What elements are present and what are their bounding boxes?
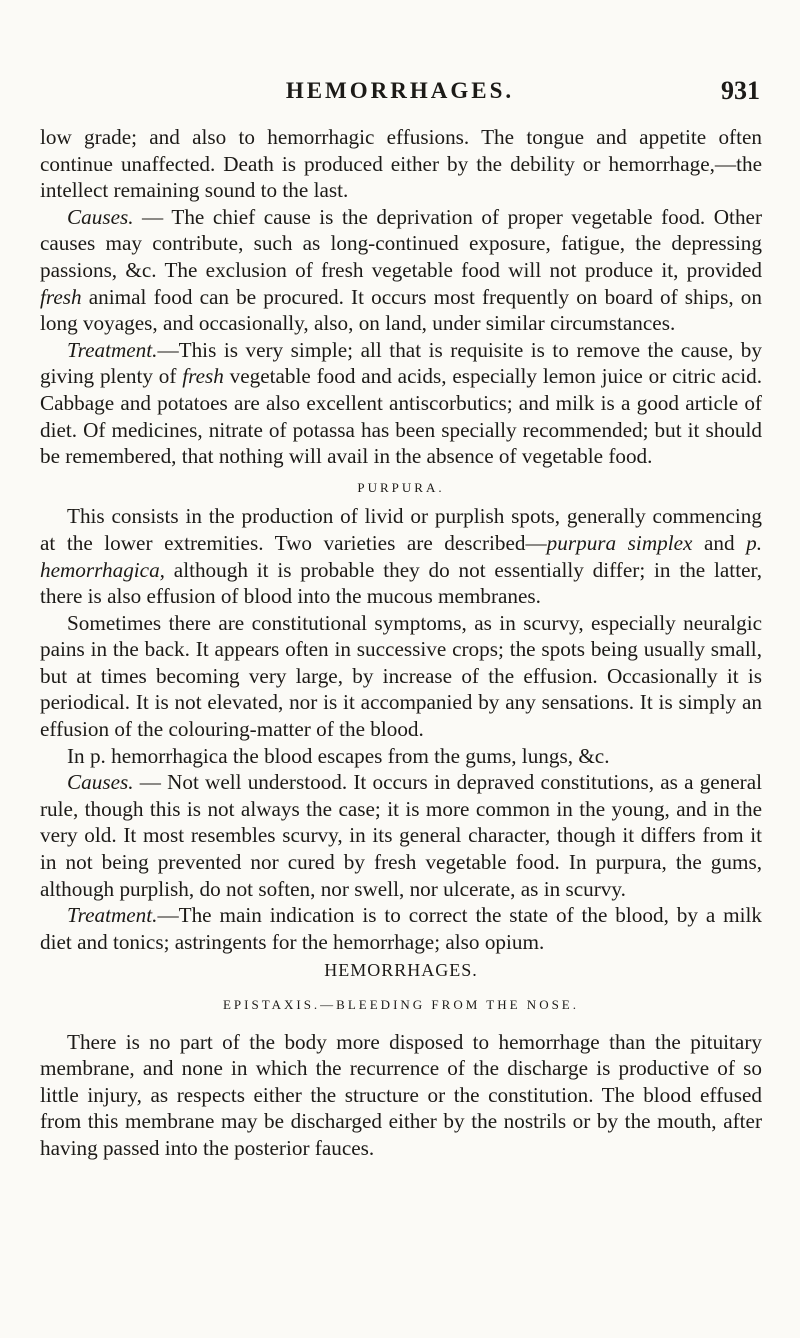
purpura-and: and <box>692 530 747 555</box>
purpura-treatment-label: Treatment. <box>67 903 158 928</box>
epistaxis-subheading: EPISTAXIS.—BLEEDING FROM THE NOSE. <box>222 997 580 1012</box>
page-number: 931 <box>721 76 760 105</box>
page-body <box>40 124 762 1162</box>
scurvy-treatment-text-a: —This is very simple; all that is requisite is to remove the cause, by giving plenty of <box>40 337 762 389</box>
scurvy-treatment-paragraph <box>40 337 762 470</box>
purpura-hemorrhagica-paragraph: In p. hemorrhagica the blood escapes from the gums, lungs, &c. <box>67 743 610 768</box>
purpura-treatment-text: —The main indication is to correct the state of the blood, by a milk diet and tonics; astringents for the hemorrhage; also opium. <box>40 903 762 954</box>
purpura-hemorrhagica-term: p. hemorrhagica, <box>40 530 762 582</box>
scurvy-treatment-fresh: fresh <box>182 364 224 389</box>
purpura-causes-text: — Not well understood. It occurs in depraved constitutions, as a general rule, though this is not always the case; it is more common in the young, and in the very old. It most resembles scurvy, in its general character, though it differs from it in not being prevented nor cured by fresh vegetable food. In purpura, the gums, although purplish, do not soften, nor swell, nor ulcerate, as in scurvy. <box>40 770 762 901</box>
scurvy-causes-paragraph <box>40 204 762 337</box>
scurvy-causes-label: Causes. <box>67 204 134 229</box>
purpura-intro-paragraph <box>40 503 762 609</box>
hemorrhages-heading: HEMORRHAGES. <box>324 960 478 981</box>
purpura-symptoms-paragraph: Sometimes there are constitutional symptoms, as in scurvy, especially neuralgic pains in the back. It appears often in successive crops; the spots being usually small, but at times becoming very large, by increase of the effusion. Occasionally it is periodical. It is not elevated, nor is it accompanied by any sensations. It is simply an effusion of the colouring-matter of the blood. <box>40 610 762 742</box>
purpura-simplex-term: purpura simplex <box>546 530 693 555</box>
purpura-treatment-paragraph <box>40 902 762 955</box>
scurvy-treatment-label: Treatment. <box>67 337 158 362</box>
purpura-causes-label: Causes. <box>67 770 134 795</box>
scurvy-causes-fresh: fresh <box>40 284 82 309</box>
scurvy-causes-text-b: animal food can be procured. It occurs most frequently on board of ships, on long voyages, and occasionally, also, on land, under similar circumstances. <box>40 284 762 336</box>
purpura-causes-paragraph <box>40 769 762 902</box>
epistaxis-paragraph: There is no part of the body more disposed to hemorrhage than the pituitary membrane, and none in which the recurrence of the discharge is productive of so little injury, as respects either the structure or the constitution. The blood effused from this membrane may be discharged either by the nostrils or by the mouth, after having passed into the posterior fauces. <box>40 1029 762 1160</box>
running-header <box>0 76 800 112</box>
running-title: HEMORRHAGES. <box>285 78 515 103</box>
purpura-heading: PURPURA. <box>357 479 445 495</box>
scurvy-continuation-paragraph: low grade; and also to hemorrhagic effusions. The tongue and appetite often continue unaffected. Death is produced either by the debility or hemorrhage,—the intellect remaining sound to the last. <box>40 125 762 203</box>
scurvy-treatment-text-b: vegetable food and acids, especially lemon juice or citric acid. Cabbage and potatoes are also excellent antiscorbutics; and milk is a good article of diet. Of medicines, nitrate of potassa has been specially recommended; but it should be remembered, that nothing will avail in the absence of vegetable food. <box>40 364 763 469</box>
purpura-intro-text-a: This consists in the production of livid or purplish spots, generally commencing at the lower extremities. Two varieties are described— <box>40 504 762 555</box>
scurvy-causes-text-a: — The chief cause is the deprivation of proper vegetable food. Other causes may contribute, such as long-continued exposure, fatigue, the depressing passions, &c. The exclusion of fresh vegetable food will not produce it, provided <box>40 204 762 282</box>
purpura-intro-text-b: although it is probable they do not essentially differ; in the latter, there is also effusion of blood into the mucous membranes. <box>40 557 762 609</box>
